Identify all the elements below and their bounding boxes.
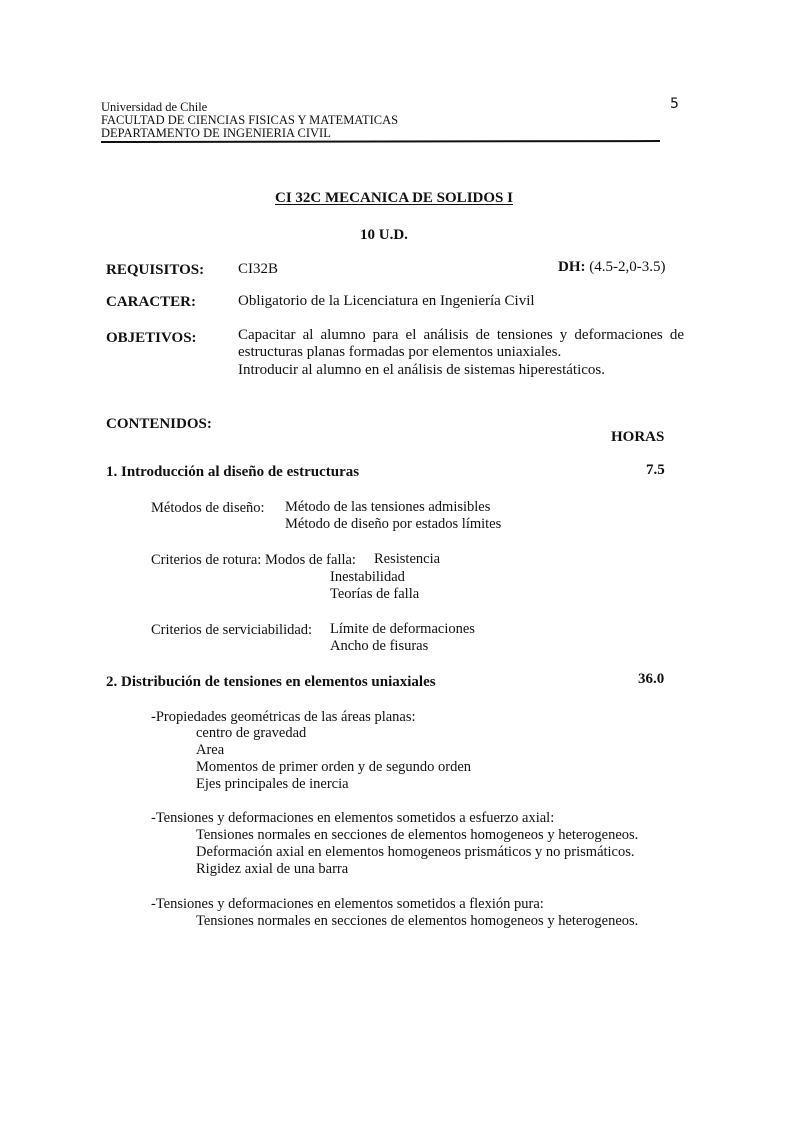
geo-item: Momentos de primer orden y de segundo orden — [196, 759, 472, 775]
header-rule — [101, 140, 660, 143]
dh-label: DH: — [558, 259, 586, 275]
dh-value: (4.5-2,0-3.5) — [589, 259, 666, 275]
axial-label: -Tensiones y deformaciones en elementos sometidos a esfuerzo axial: — [151, 810, 555, 826]
caracter-value: Obligatorio de la Licenciatura en Ingeniería Civil — [238, 293, 535, 309]
page-number: 5 — [670, 96, 679, 112]
objetivos-line-1: Capacitar al alumno para el análisis de tensiones y deformaciones de — [238, 327, 684, 343]
axial-item: Rigidez axial de una barra — [196, 861, 349, 877]
servicio-item: Límite de deformaciones — [330, 621, 475, 637]
requisitos-value: CI32B — [238, 261, 279, 277]
section-2-title: 2. Distribución de tensiones en elementos uniaxiales — [106, 674, 436, 690]
axial-item: Tensiones normales en secciones de elementos homogeneos y heterogeneos. — [196, 827, 639, 843]
section-1-title: 1. Introducción al diseño de estructuras — [106, 464, 360, 480]
rotura-item: Resistencia — [374, 551, 441, 567]
objetivos-label: OBJETIVOS: — [106, 330, 197, 346]
metodos-label: Métodos de diseño: — [151, 500, 265, 516]
hours-header: HORAS — [611, 429, 665, 445]
section-1-hours: 7.5 — [646, 462, 665, 478]
geo-item: Ejes principales de inercia — [196, 776, 349, 792]
caracter-label: CARACTER: — [106, 294, 196, 310]
metodos-item: Método de las tensiones admisibles — [285, 499, 491, 515]
rotura-item: Inestabilidad — [330, 569, 405, 585]
servicio-item: Ancho de fisuras — [330, 638, 429, 654]
course-title: CI 32C MECANICA DE SOLIDOS I — [275, 190, 513, 206]
geo-item: centro de gravedad — [196, 725, 307, 741]
servicio-label: Criterios de serviciabilidad: — [151, 622, 313, 638]
university-name: Universidad de Chile — [101, 100, 208, 114]
axial-item: Deformación axial en elementos homogeneos prismáticos y no prismáticos. — [196, 844, 635, 860]
objetivos-line-3: Introducir al alumno en el análisis de sistemas hiperestáticos. — [238, 362, 605, 378]
metodos-item: Método de diseño por estados límites — [285, 516, 502, 532]
section-2-hours: 36.0 — [638, 671, 665, 687]
rotura-item: Teorías de falla — [330, 586, 420, 602]
geo-item: Area — [196, 742, 225, 758]
requisitos-label: REQUISITOS: — [106, 262, 205, 278]
flexion-label: -Tensiones y deformaciones en elementos sometidos a flexión pura: — [151, 896, 544, 912]
geo-label: -Propiedades geométricas de las áreas planas: — [151, 709, 416, 725]
contenidos-label: CONTENIDOS: — [106, 416, 212, 432]
faculty-name: FACULTAD DE CIENCIAS FISICAS Y MATEMATICAS — [101, 113, 399, 127]
rotura-label: Criterios de rotura: Modos de falla: — [151, 552, 356, 568]
flexion-item: Tensiones normales en secciones de elementos homogeneos y heterogeneos. — [196, 913, 639, 929]
objetivos-line-2: estructuras planas formadas por elementos uniaxiales. — [238, 344, 562, 360]
department-name: DEPARTAMENTO DE INGENIERIA CIVIL — [101, 126, 331, 140]
dh-block — [558, 259, 665, 276]
course-units: 10 U.D. — [360, 227, 408, 243]
